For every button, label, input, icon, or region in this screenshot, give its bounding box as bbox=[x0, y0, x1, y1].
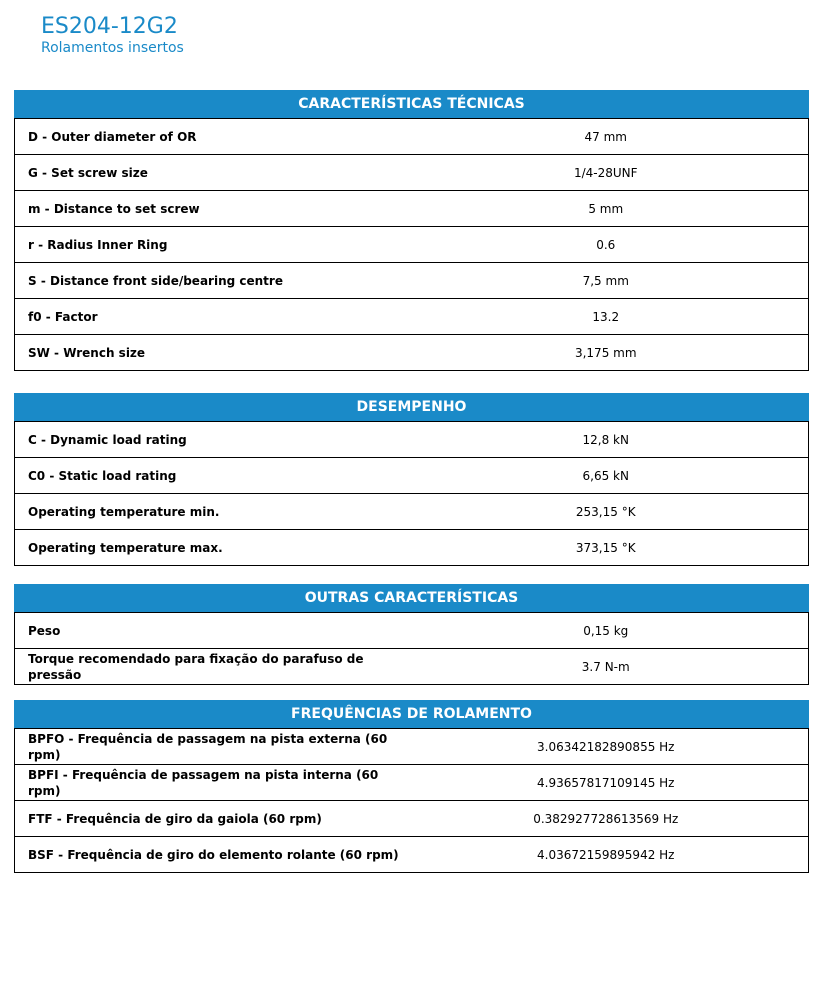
row-label: BPFI - Frequência de passagem na pista interna (60 rpm) bbox=[15, 765, 410, 801]
page-title: ES204-12G2 bbox=[41, 14, 178, 39]
spec-table bbox=[14, 612, 809, 685]
row-value: 6,65 kN bbox=[410, 458, 809, 494]
table-row bbox=[15, 649, 809, 685]
table-row bbox=[15, 801, 809, 837]
table-row bbox=[15, 299, 809, 335]
section-title: OUTRAS CARACTERÍSTICAS bbox=[14, 584, 809, 612]
section-frequencies bbox=[14, 700, 809, 873]
row-value: 4.93657817109145 Hz bbox=[410, 765, 809, 801]
spec-table bbox=[14, 118, 809, 371]
row-label: r - Radius Inner Ring bbox=[15, 227, 410, 263]
table-row bbox=[15, 422, 809, 458]
table-row bbox=[15, 613, 809, 649]
section-performance bbox=[14, 393, 809, 566]
row-label: Torque recomendado para fixação do parafuso de pressão bbox=[15, 649, 410, 685]
row-label: SW - Wrench size bbox=[15, 335, 410, 371]
page-subtitle: Rolamentos insertos bbox=[41, 40, 184, 56]
row-label: G - Set screw size bbox=[15, 155, 410, 191]
row-label: BSF - Frequência de giro do elemento rolante (60 rpm) bbox=[15, 837, 410, 873]
table-row bbox=[15, 837, 809, 873]
row-label: Operating temperature min. bbox=[15, 494, 410, 530]
row-label: D - Outer diameter of OR bbox=[15, 119, 410, 155]
row-label: m - Distance to set screw bbox=[15, 191, 410, 227]
row-value: 3.06342182890855 Hz bbox=[410, 729, 809, 765]
table-row bbox=[15, 119, 809, 155]
section-title: DESEMPENHO bbox=[14, 393, 809, 421]
row-value: 0.6 bbox=[410, 227, 809, 263]
table-row bbox=[15, 530, 809, 566]
row-value: 4.03672159895942 Hz bbox=[410, 837, 809, 873]
row-value: 13.2 bbox=[410, 299, 809, 335]
row-value: 3.7 N-m bbox=[410, 649, 809, 685]
row-value: 373,15 °K bbox=[410, 530, 809, 566]
row-label: BPFO - Frequência de passagem na pista externa (60 rpm) bbox=[15, 729, 410, 765]
row-label: Operating temperature max. bbox=[15, 530, 410, 566]
row-label: FTF - Frequência de giro da gaiola (60 rpm) bbox=[15, 801, 410, 837]
table-row bbox=[15, 191, 809, 227]
row-label: C - Dynamic load rating bbox=[15, 422, 410, 458]
table-row bbox=[15, 729, 809, 765]
row-value: 253,15 °K bbox=[410, 494, 809, 530]
row-value: 5 mm bbox=[410, 191, 809, 227]
row-label: S - Distance front side/bearing centre bbox=[15, 263, 410, 299]
row-label: f0 - Factor bbox=[15, 299, 410, 335]
row-label: Peso bbox=[15, 613, 410, 649]
table-row bbox=[15, 494, 809, 530]
row-label: C0 - Static load rating bbox=[15, 458, 410, 494]
page-header bbox=[41, 14, 184, 56]
table-row bbox=[15, 227, 809, 263]
row-value: 1/4-28UNF bbox=[410, 155, 809, 191]
spec-table bbox=[14, 728, 809, 873]
section-technical bbox=[14, 90, 809, 371]
table-row bbox=[15, 458, 809, 494]
spec-table bbox=[14, 421, 809, 566]
row-value: 0,15 kg bbox=[410, 613, 809, 649]
section-other bbox=[14, 584, 809, 685]
section-title: CARACTERÍSTICAS TÉCNICAS bbox=[14, 90, 809, 118]
table-row bbox=[15, 765, 809, 801]
table-row bbox=[15, 263, 809, 299]
row-value: 47 mm bbox=[410, 119, 809, 155]
row-value: 0.382927728613569 Hz bbox=[410, 801, 809, 837]
row-value: 7,5 mm bbox=[410, 263, 809, 299]
table-row bbox=[15, 155, 809, 191]
table-row bbox=[15, 335, 809, 371]
section-title: FREQUÊNCIAS DE ROLAMENTO bbox=[14, 700, 809, 728]
row-value: 3,175 mm bbox=[410, 335, 809, 371]
row-value: 12,8 kN bbox=[410, 422, 809, 458]
